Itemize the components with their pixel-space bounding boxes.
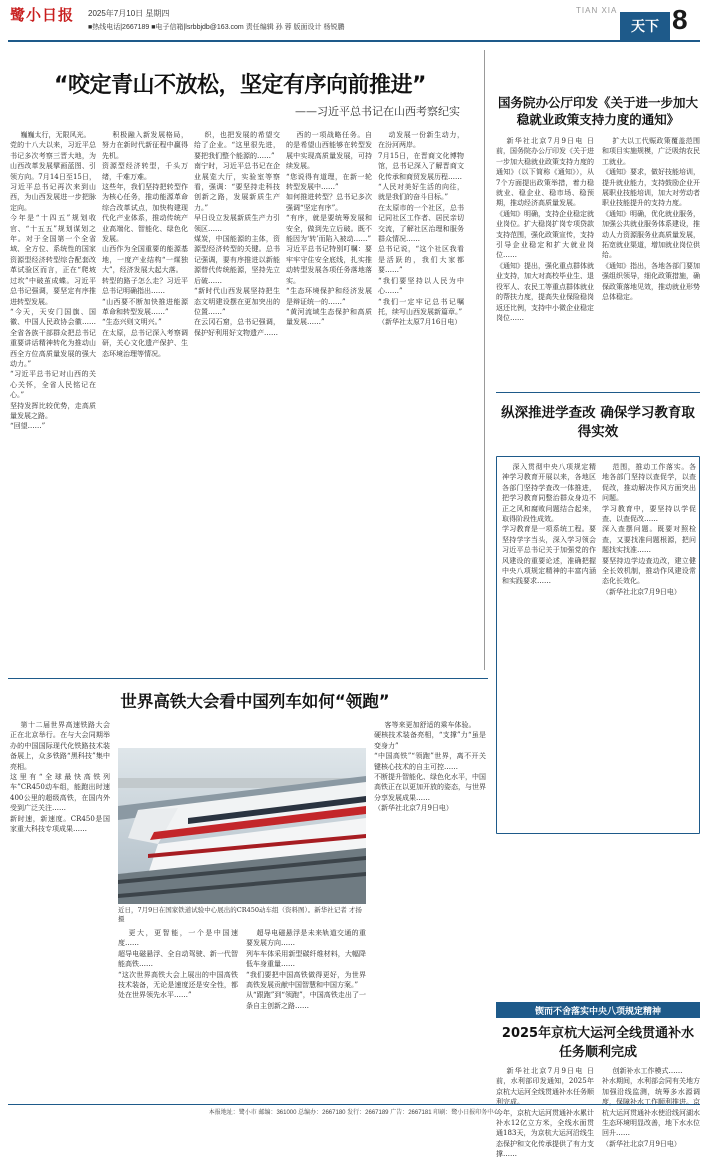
train-top-rule bbox=[8, 678, 488, 679]
lead-text-3: 织，也把发展的希望交给了企业。“这里很先进，要把我们整个能源的……” 南宁时，习近平总书记在企业展览大厅，实验室等察看，强调：“要坚持走科技创新之路，发展新质生产力。” 早日设立发展新质生产力引领区…… 煤炭，中国能源的主体，资源型经济转型的关键。总书记强调，要有序推进以新能源替代传统能源，坚持先立后破…… “新时代山西发展坚持把生态文明建设摆在更加突出的位置……” 在云冈石窟，总书记强调，保护好利用好文物遗产…… bbox=[194, 131, 280, 337]
canal-headline: 2025年京杭大运河全线贯通补水任务顺利完成 bbox=[501, 1026, 695, 1060]
lead-column-2 bbox=[102, 130, 188, 670]
canal-column-2 bbox=[602, 1066, 700, 1148]
photo-caption: 近日，7月9日在国家铁道试验中心展出的CR450动车组（资料图）。新华社记者 才扬 摄 bbox=[118, 906, 362, 923]
lead-column-4 bbox=[286, 130, 372, 670]
train-text-4: 客等来更加舒适的乘车体验。 硬核技术装备亮相，“支撑”力“虽是变身力” “中国高铁”“领跑”世界，离不开关键核心技术的自主可控…… 不断提升智能化、绿色化水平，中国高铁正在以更加开放的姿态，与世界分享发展成果…… （新华社北京7月9日电） bbox=[374, 721, 486, 813]
employment-headline: 国务院办公厅印发《关于进一步加大稳就业政策支持力度的通知》 bbox=[497, 95, 698, 127]
lead-text-5: 动发展一份新生动力，在汾河两岸。 7月15日，在晋商文化博物馆，总书记深入了解晋商文化传承和商贸发展历程…… “人民对美好生活的向往，就是我们的奋斗目标。” 在太原市的一个社区，总书记同社区工作者、居民亲切交流，了解社区治理和服务群众情况…… 总书记说，“这个社区我看是活跃的，我们大家都要……” “我们要坚持以人民为中心……” “我们一定牢记总书记嘱托，续写山西发展新篇章。” （新华社太原7月16日电） bbox=[378, 131, 464, 327]
employment-text-1: 新华社北京7月9日电 日前，国务院办公厅印发《关于进一步加大稳就业政策支持力度的通知》（以下简称《通知》），从7个方面提出政策举措，着力稳就业、稳企业、稳市场、稳预期，推动经济高质量发展。 《通知》明确，支持企业稳定就业岗位。扩大稳岗扩岗专项贷款支持范围，强化政策宣传，支持引导企业稳定和扩大就业岗位…… 《通知》提出，强化重点群体就业支持，加大对高校毕业生、退役军人、农民工等重点群体就业的帮扶力度，提高失业保险稳岗返还比例，支持中小微企业稳定岗位…… bbox=[496, 137, 594, 322]
issue-date: 2025年7月10日 星期四 bbox=[88, 9, 170, 18]
lead-headline: “咬定青山不放松，坚定有序向前推进” bbox=[54, 73, 426, 98]
section-label: 天下 bbox=[620, 12, 670, 40]
train-headline: 世界高铁大会看中国列车如何“领跑” bbox=[120, 692, 390, 711]
employment-column-1 bbox=[496, 136, 594, 372]
education-column-1 bbox=[502, 462, 596, 828]
education-text-1: 深入贯彻中央八项规定精神学习教育开展以来，各地区各部门坚持学查改一体推进，把学习教育同整治群众身边不正之风和腐败问题结合起来，取得阶段性成效。 学习教育是一项系统工程。要坚持学字当头，深入学习领会习近平总书记关于加强党的作风建设的重要论述，准确把握中央八项规定精神的丰富内涵和实践要求…… bbox=[502, 463, 596, 586]
masthead bbox=[0, 0, 708, 38]
lead-column-5 bbox=[378, 130, 464, 670]
train-column-4 bbox=[374, 720, 486, 1092]
train-column-1 bbox=[10, 720, 110, 1090]
train-photo bbox=[118, 748, 366, 904]
train-column-2 bbox=[118, 928, 238, 1092]
lead-text-2: 积极融入新发展格局，努力在新时代新征程中赢得先机。 资源型经济转型，千头万绪，千难万难。 这些年，我们坚持把转型作为核心任务，推动能源革命综合改革试点，加快构建现代化产业体系，推动传统产业高端化、智能化、绿色化发展。 山西作为全国重要的能源基地，一度产业结构“一煤独大”，经济发展大起大落。 转型的路子怎么走？习近平总书记明确指出…… “山西要不断加快推进能源革命和转型发展……” “生态兴则文明兴。” 在太原，总书记深入考察调研，关心文化遗产保护、生态环境治理等情况。 bbox=[102, 131, 188, 358]
masthead-rule bbox=[8, 40, 700, 42]
lead-text-1: 巍巍太行，无限风光。 党的十八大以来，习近平总书记多次考察三晋大地，为山西改革发展擘画蓝图、引领方向。7月14日至15日，习近平总书记再次来到山西，为山西发展进一步把脉定向。 今年是“十四五”规划收官、“十五五”规划谋划之年。对于全国第一个全省域、全方位、系统性的国家资源型经济转型综合配套改革试验区而言，正在“爬坡过坎”中破茧成蝶。习近平总书记强调，要坚定有序推进转型发展。 “今天，天安门国旗、国徽、中国人民政协会徽……全省各族干部群众把总书记重要讲话精神转化为推动山西全方位高质量发展的强大动力。” “习近平总书记对山西的关心关怀，全省人民铭记在心。” 坚持发挥比较优势，走高质量发展之路。 “回望……” bbox=[10, 131, 96, 431]
high-speed-train-image bbox=[118, 748, 366, 904]
canal-text-2: 创新补水工作模式…… 补水期间，水利部会同有关地方加强沿线监测，统筹多水源调度，保障补水工作顺利推进。京杭大运河贯通补水使沿线河湖水生态环境明显改善，地下水水位回升…… （新华社北京7月9日电） bbox=[602, 1067, 700, 1148]
education-text-2: 范围，推动工作落实。各地各部门坚持以查促学，以查促改，推动解决作风方面突出问题。 学习教育中，要坚持以学促查、以查促改…… 深入查摆问题。既要对照检查，又要找准问题根源，把问题找实找准…… 要坚持边学边查边改，建立健全长效机制，推动作风建设常态化长效化。 （新华社北京7月9日电） bbox=[602, 463, 696, 596]
employment-column-2 bbox=[602, 136, 700, 372]
train-text-2: 更大，更智能，一个是中国速度…… 超导电磁悬浮、全自动驾驶、新一代智能高铁…… “这次世界高铁大会上展出的中国高铁技术装备，无论是速度还是安全性，都处在世界领先水平……” bbox=[118, 929, 238, 1000]
employment-text-2: 扩大以工代赈政策覆盖范围和项目实施规模，广泛吸纳农民工就业。 《通知》要求，做好技能培训，提升就业能力，支持鼓励企业开展职业技能培训，加大对劳动者职业技能提升的支持力度。 《通知》明确，优化就业服务，加强公共就业服务体系建设，推动人力资源服务业高质量发展，拓宽就业渠道，增加就业岗位供给。 《通知》指出，各地各部门要加强组织领导，细化政策措施，确保政策落地见效，推动就业形势总体稳定。 bbox=[602, 137, 700, 302]
train-text-1: 第十二届世界高速铁路大会正在北京举行。在与大会同期举办的中国国际现代化铁路技术装备展上，众多铁路“黑科技”集中亮相。 这里有“全球最快高铁列车”CR450动车组，能跑出时速400公里的超级高铁，在国内外受到广泛关注…… 新时速，新速度。CR450是国家重大科技专项成果…… bbox=[10, 721, 110, 834]
section-rule bbox=[496, 392, 700, 393]
lead-column-1 bbox=[10, 130, 96, 670]
train-column-3 bbox=[246, 928, 366, 1092]
page-number: 8 bbox=[672, 4, 688, 35]
column-divider bbox=[484, 50, 485, 670]
lead-text-4: 西的一项战略任务。自的是希望山西能够在转型发展中实现高质量发展，可持续发展。 “您说得有道理，在新一轮转型发展中……” 如何推进转型？总书记多次强调“坚定有序”。 “有序，就是要统筹发展和安全，做到先立后破。既不能因为‘转’而陷入被动……” 习近平总书记特别叮嘱：要牢牢守住安全底线，扎实推动转型发展各项任务落地落实。 “生态环境保护和经济发展是辩证统一的……” “黄河流域生态保护和高质量发展……” bbox=[286, 131, 372, 327]
page-footer: 本报地址：鹭小市 邮编：361000 总编办：2667180 发行：2667189 广告：2667181 印刷：鹭小日报印务中心 bbox=[8, 1104, 700, 1116]
lead-column-3 bbox=[194, 130, 280, 670]
education-column-2 bbox=[602, 462, 696, 828]
education-headline: 纵深推进学查改 确保学习教育取得实效 bbox=[501, 405, 695, 440]
contact-info: ■热线电话|2667189 ■电子信箱|lsrbbjdb@163.com 责任编辑 孙 蓉 版面设计 杨锐鹏 bbox=[88, 24, 345, 31]
canal-column-1 bbox=[496, 1066, 594, 1159]
campaign-banner: 锲而不舍落实中央八项规定精神 bbox=[496, 1002, 700, 1018]
canal-text-1: 新华社北京7月9日电 日前，水利部印发通知，2025年京杭大运河全线贯通补水任务顺利完成。 今年，京杭大运河贯通补水累计补水12亿立方米，全线水面贯通183天，为京杭大运河沿线生态保护和文化传承提供了有力支撑…… bbox=[496, 1067, 594, 1159]
section-name-en: TIAN XIA bbox=[576, 6, 618, 15]
train-text-3: 超导电磁悬浮是未来轨道交通的重要发展方向…… 列车车体采用新型碳纤维材料，大幅降低车身重量…… “我们要把中国高铁做得更好，为世界高铁发展贡献中国智慧和中国方案。” 从“跟跑”到“领跑”，中国高铁走出了一条自主创新之路…… bbox=[246, 929, 366, 1010]
lead-subtitle: ——习近平总书记在山西考察纪实 bbox=[295, 105, 460, 118]
newspaper-logo: 鹭小日报 bbox=[10, 6, 75, 24]
